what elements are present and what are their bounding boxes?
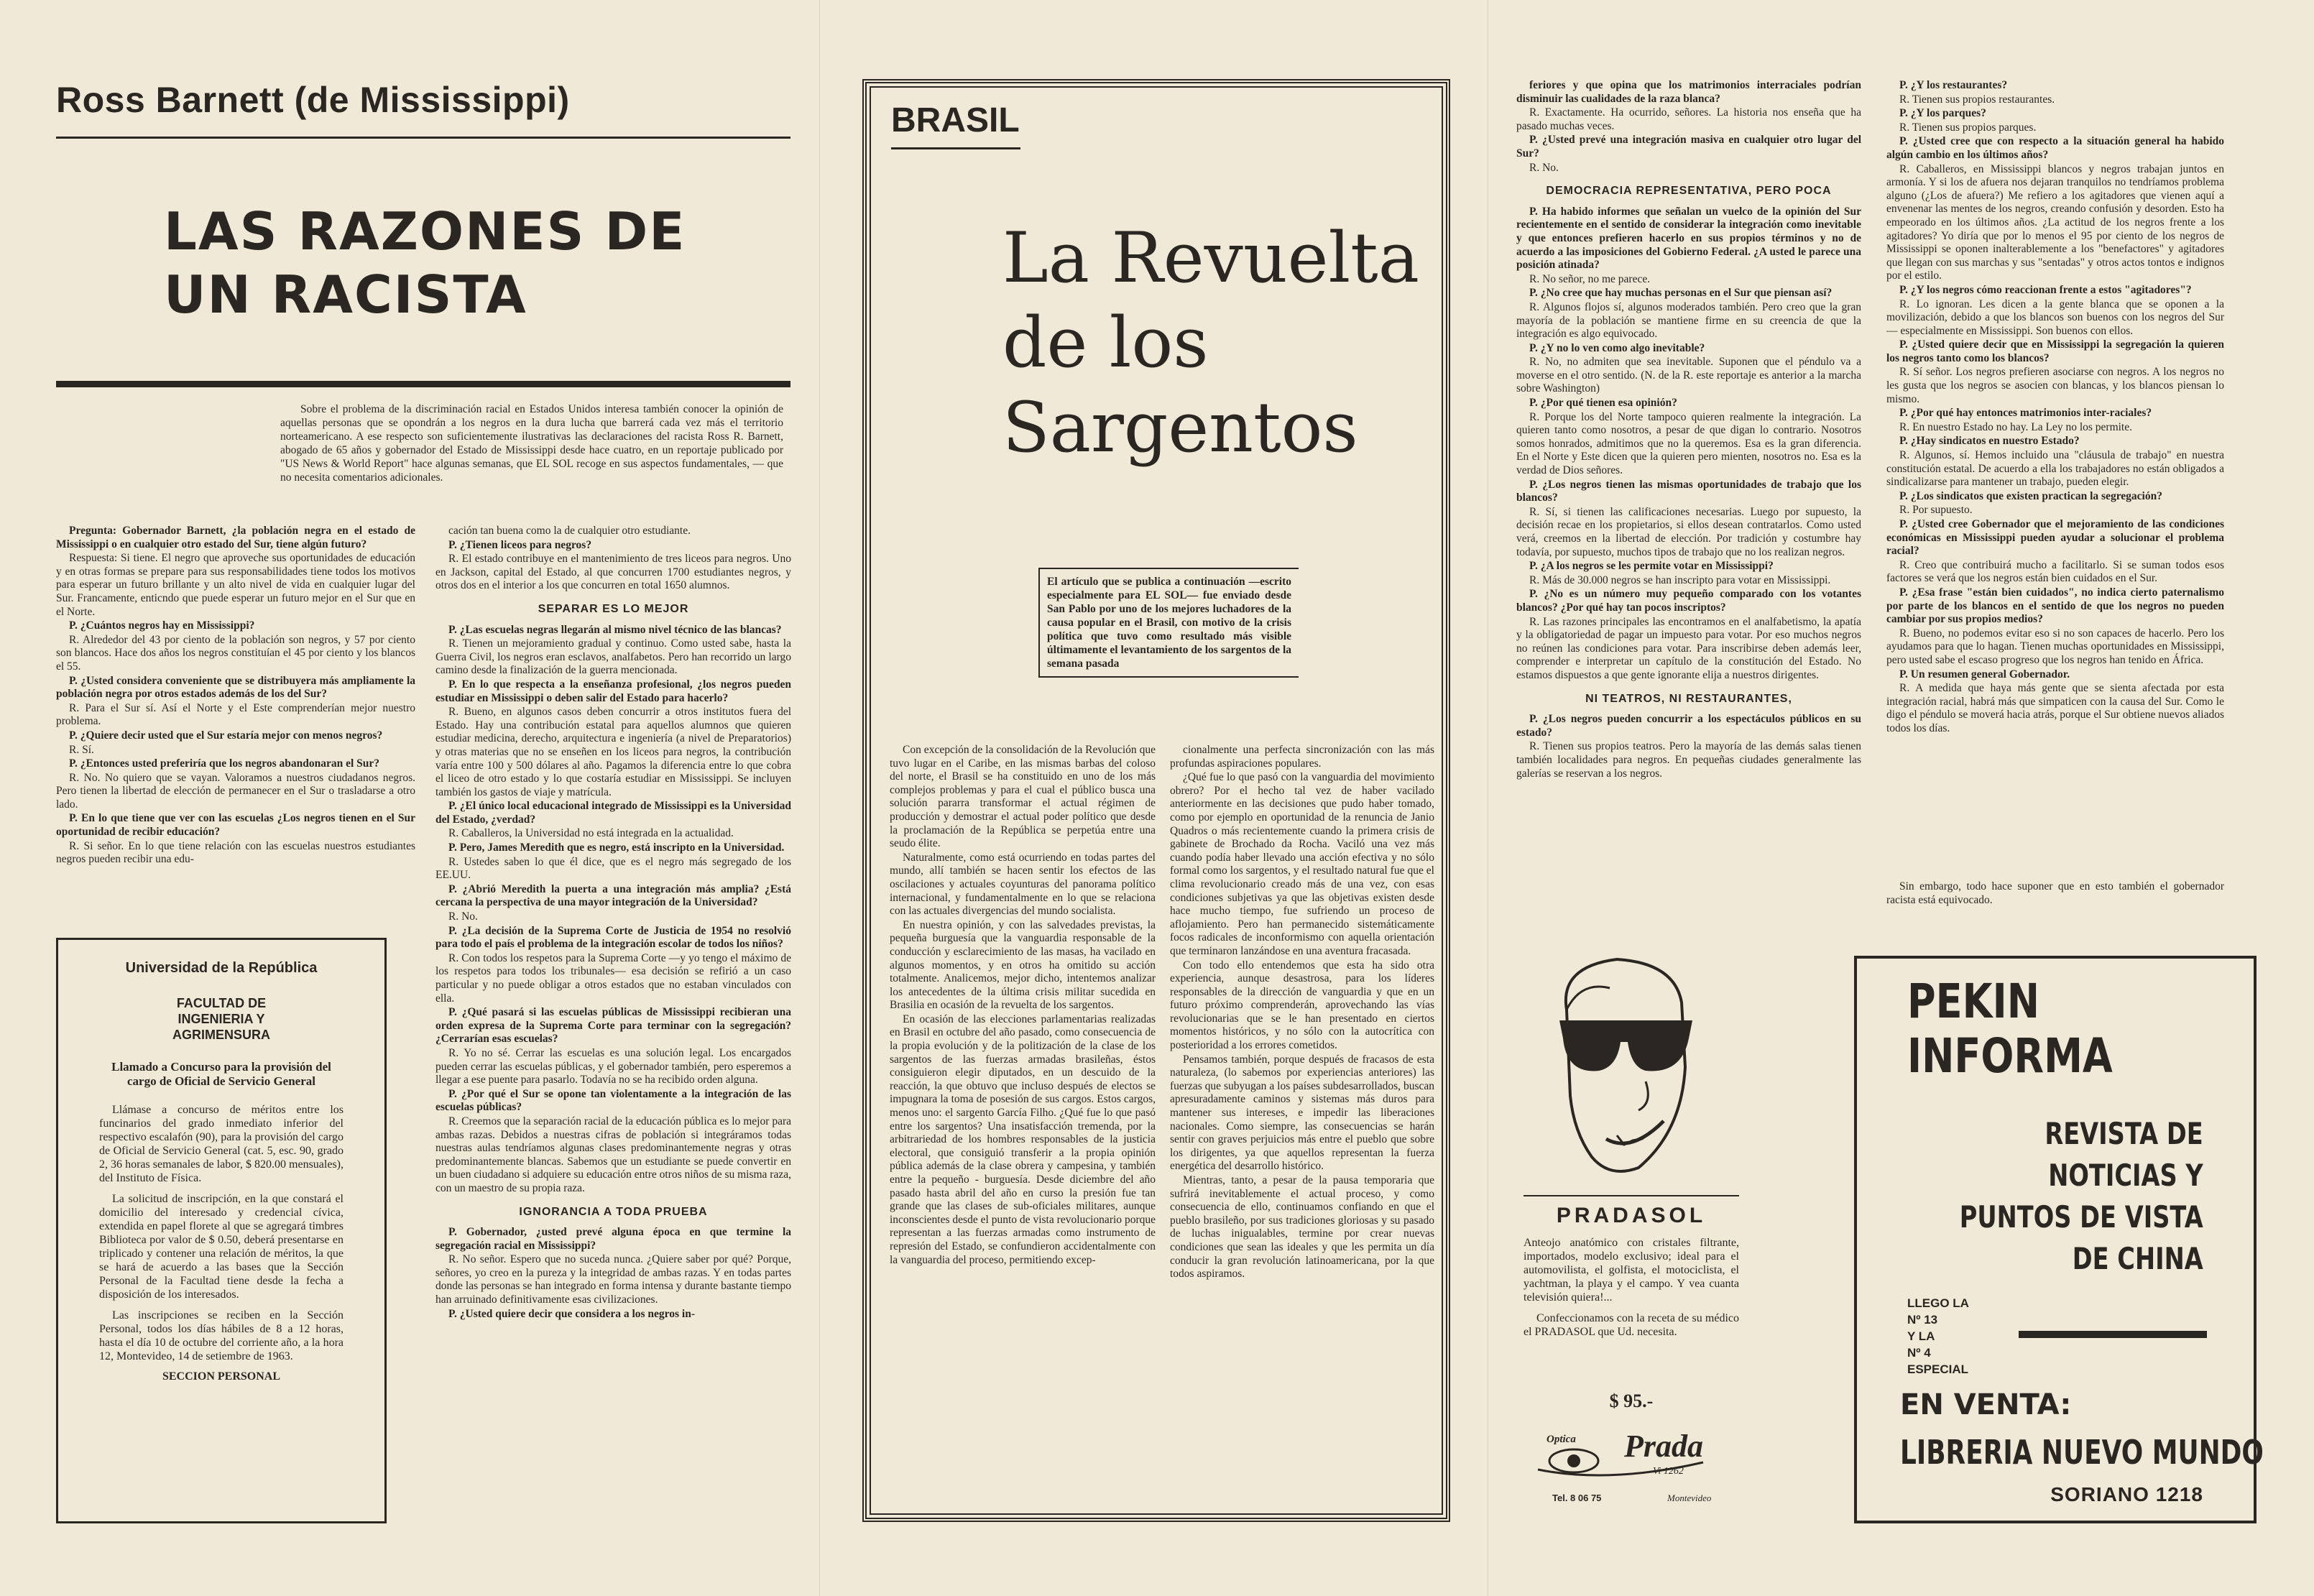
- pekin-sub-1: REVISTA DE: [2045, 1116, 2203, 1151]
- pekin-sub-4: DE CHINA: [2073, 1241, 2203, 1276]
- pekin-llego: [1907, 1295, 1969, 1378]
- question-paragraph: feriores y que opina que los matrimonios interraciales podrían disminuir las cualidades de la raza blanca?: [1516, 79, 1861, 105]
- right-column-1: [1516, 79, 1861, 941]
- text-paragraph: Pensamos también, porque después de fracasos de esta naturaleza, (lo sabemos por experiencias anteriores) las fuerzas que subyugan a los países subdesarrollados, buscan apresuradamente caminos y sistemas más duros para mantener sus intereses, e impedir las liberaciones nacionales. Como siempre, las consecuencias se harán sentir con graves perjuicios más entre el pueblo que sobre los dirigentes, ya que aquellos representan la fuerza energética del desarrollo histórico.: [1170, 1053, 1434, 1173]
- brasil-headline: [1002, 216, 1419, 470]
- question-paragraph: P. En lo que tiene que ver con las escuelas ¿Los negros tienen en el Sur oportunidad de recibir educación?: [56, 812, 415, 839]
- question-paragraph: P. ¿Y no lo ven como algo inevitable?: [1529, 341, 1705, 354]
- question-paragraph: P. ¿Por qué el Sur se opone tan violentamente a la integración de las escuelas públicas?: [435, 1087, 791, 1114]
- text-paragraph: R. Yo no sé. Cerrar las escuelas es una solución legal. Los encargados pueden cerrar las escuelas públicas, y el gobernador también, pero esperemos a llegar a ese puente para pasarlo. Todavía no se ha recibido orden alguna.: [435, 1046, 791, 1087]
- pekin-title-2: INFORMA: [1907, 1028, 2113, 1084]
- section-subheading: SEPARAR ES LO MEJOR: [538, 602, 689, 615]
- question-paragraph: P. ¿Cuántos negros hay en Mississippi?: [69, 619, 255, 632]
- kicker-underline: [56, 137, 790, 139]
- question-paragraph: P. ¿Tienen liceos para negros?: [448, 538, 592, 551]
- university-ad: [56, 938, 387, 1523]
- brasil-section-rule: [891, 147, 1020, 149]
- question-paragraph: P. ¿Usted cree Gobernador que el mejoramiento de las condiciones económicas en Mississippi pueden ayudar a solucionar el problema racial?: [1886, 518, 2224, 558]
- text-paragraph: En nuestra opinión, y con las salvedades previstas, la pequeña burguesía que la vanguardia responsable de la conducción y esclarecimiento de las masas, ha vacilado en algunos momentos, y en otros ha omitido su acción totalmente. Analicemos, mejor dicho, intentemos analizar los antecedentes de la última crisis militar sucedida en Brasilia en ocasión de la revuelta de los sargentos.: [890, 918, 1156, 1012]
- pradasol-text: [1524, 1236, 1739, 1346]
- text-paragraph: R. No.: [1529, 161, 1559, 174]
- text-paragraph: R. Sí, si tienen las calificaciones necesarias. Luego por supuesto, la decisión recae en los propietarios, si ellos desean contratarlos. Como usted verá, creemos en la libertad de elección. Por tradición y costumbre hay todavía, por supuesto, muchos tipos de trabajo que no los realizan negros.: [1516, 505, 1861, 558]
- text-paragraph: R. No señor, no me parece.: [1529, 272, 1651, 285]
- pekin-subtitle: [1960, 1113, 2203, 1280]
- text-paragraph: R. Si señor. En lo que tiene relación con las escuelas nuestros estudiantes negros pueden recibir una edu-: [56, 839, 415, 866]
- brasil-column-2: [1170, 744, 1434, 1462]
- left-headline-line2: UN RACISTA: [164, 264, 527, 325]
- text-paragraph: R. Algunos, sí. Hemos incluido una "cláusula de trabajo" en nuestra constitución estatal. De acuerdo a ella los trabajadores no están obligados a sindicalizarse para mantener un trabajo, pueden elegir.: [1886, 449, 2224, 489]
- univ-signature: SECCION PERSONAL: [162, 1370, 281, 1383]
- question-paragraph: P. ¿Esa frase "están bien cuidados", no indica cierto paternalismo por parte de los blancos en el sentido de que los negros no pueden cambiar por sus propios medios?: [1886, 586, 2224, 626]
- univ-title: Universidad de la República: [125, 960, 318, 976]
- question-paragraph: P. ¿Los negros pueden concurrir a los espectáculos públicos en su estado?: [1516, 713, 1861, 739]
- question-paragraph: P. ¿Usted quiere decir que considera a los negros in-: [448, 1307, 696, 1320]
- pradasol-rule: [1524, 1195, 1739, 1196]
- brasil-intro: El artículo que se publica a continuación —escrito especialmente para EL SOL— fue enviado desde San Pablo por uno de los mejores luchadores de la causa popular en el Brasil, con motivo de la crisis política que tuvo como resultado más visible últimamente el levantamiento de los sargentos de la semana pasada: [1047, 576, 1291, 670]
- text-paragraph: R. Algunos flojos sí, algunos moderados también. Pero creo que la gran mayoría de la población se mantiene firme en su creencia de que la integración es algo equivocado.: [1516, 300, 1861, 341]
- text-paragraph: R. Con todos los respetos para la Suprema Corte —y yo tengo el máximo de los respetos para todos los tribunales— esa decisión se refirió a un caso particular y no puede obligar a otros estados que no estaban vinculados con ella.: [435, 951, 791, 1005]
- text-paragraph: R. A medida que haya más gente que se sienta afectada por esta integración racial, habrá más que simpaticen con la causa del Sur. Como le digo el péndulo se moverá hacia atrás, porque el Sur obtiene nuevos aliados todos los días.: [1886, 682, 2224, 734]
- question-paragraph: P. ¿No cree que hay muchas personas en el Sur que piensan así?: [1529, 287, 1833, 300]
- text-paragraph: R. Porque los del Norte tampoco quieren realmente la integración. La quieren tanto como nosotros, a pesar de que digan lo contrario. Nosotros somos honrados, admitimos que no la queremos. Esa es la gran diferencia. En el Norte y Este dicen que la quieren pero mienten, nosotros no. Esa es la verdad de Dios señores.: [1516, 410, 1861, 477]
- closing-note: Sin embargo, todo hace suponer que en esto también el gobernador racista está equivocado.: [1886, 880, 2224, 906]
- question-paragraph: P. ¿Abrió Meredith la puerta a una integración más amplia? ¿Está cercana la perspectiva de una mayor integración de la Universidad?: [435, 882, 791, 909]
- text-paragraph: R. Caballeros, en Mississippi blancos y negros trabajan juntos en armonía. Y si los de afuera nos dejaran tranquilos no tendríamos problema alguno (¿Los de afuera?) Me refiero a los agitadores que vienen aquí a envenenar las mentes de los negros, creando confusión y desorden. Esto ha empeorado en los últimos años. ¿La actitud de los negros frente a los agitadores? Yo diría que por lo menos el 95 por ciento de los negros de Mississippi se oponen inalterablemente a los "benefactores" y agitadores que llegan con sus marchas y sus "sentadas" y otros actos tontos e indignos por el estilo.: [1886, 162, 2224, 282]
- question-paragraph: P. ¿No es un número muy pequeño comparado con los votantes blancos? ¿Por qué hay tan pocos inscriptos?: [1516, 588, 1861, 614]
- prada-address: Vi 1262: [1653, 1466, 1684, 1477]
- text-paragraph: Respuesta: Si tiene. El negro que aproveche sus oportunidades de educación y en otras formas se prepare para sus responsabilidades tiene todos los motivos para esperar un futuro brillante y un alto nivel de vida en cualquier lugar del Sur. Francamente, enticndo que puede esperar un futuro mejor en el Sur que en el Norte.: [56, 552, 415, 618]
- face-with-sunglasses-illustration: [1538, 952, 1718, 1182]
- left-kicker: Ross Barnett (de Mississippi): [56, 80, 570, 120]
- section-subheading: DEMOCRACIA REPRESENTATIVA, PERO POCA: [1546, 185, 1832, 198]
- text-paragraph: R. Sí.: [69, 743, 94, 756]
- left-headline-line1: LAS RAZONES DE: [164, 201, 686, 262]
- question-paragraph: P. ¿Por qué tienen esa opinión?: [1529, 397, 1677, 410]
- question-paragraph: P. ¿Los negros tienen las mismas oportunidades de trabajo que los blancos?: [1516, 478, 1861, 504]
- pekin-store: LIBRERIA NUEVO MUNDO: [1900, 1433, 2264, 1472]
- univ-body-1: Llámase a concurso de méritos entre los funcinarios del grado inmediato inferior del respectivo escalafón (90), para la provisión del cargo de Oficial de Servicio General (cat. 5, esc. 90, grado 2, 36 horas semanales de labor, $ 820.00 mensuales), del Instituto de Física.: [99, 1104, 344, 1184]
- pekin-rule: [2019, 1331, 2207, 1338]
- question-paragraph: P. Gobernador, ¿usted prevé alguna época en que termine la segregación racial en Mississippi?: [435, 1226, 791, 1252]
- question-paragraph: P. En lo que respecta a la enseñanza profesional, ¿los negros pueden estudiar en Mississippi o deben salir del Estado para hacerlo?: [435, 678, 791, 704]
- question-paragraph: P. ¿Los sindicatos que existen practican la segregación?: [1899, 489, 2162, 502]
- question-paragraph: P. ¿Qué pasará si las escuelas públicas de Mississippi recibieran una orden expresa de la Suprema Corte para terminar con la segregación? ¿Cerrarían esas escuelas?: [435, 1006, 791, 1046]
- pekin-llego-1: LLEGO LA: [1907, 1296, 1969, 1310]
- text-paragraph: R. Por supuesto.: [1899, 504, 1973, 517]
- question-paragraph: P. Pero, James Meredith que es negro, está inscripto en la Universidad.: [448, 841, 785, 854]
- univ-body-3: Las inscripciones se reciben en la Sección Personal, todos los días hábiles de 8 a 12 horas, hasta el día 10 de octubre del corriente año, a la hora 12, Montevideo, 14 de setiembre de 1963.: [99, 1309, 344, 1362]
- left-column-2: [435, 525, 791, 1527]
- text-paragraph: R. Bueno, en algunos casos deben concurrir a otros institutos fuera del Estado. Hay una contribución estatal para aquellos alumnos que quieren estudiar medicina, derecho, arquitectura e ingeniería (a nivel de Preparatorios) y otras materias que no se enseñen en los liceos para negros, la contribución varía entre 100 y 500 dólares al año. Pagamos la diferencia entre lo que cobra el liceo de otro estado y lo que costaría estudiar en Mississippi. Se incluyen también los gastos de viaje y matrícula.: [435, 706, 791, 798]
- right-column-2: [1886, 79, 2224, 866]
- question-paragraph: P. Ha habido informes que señalan un vuelco de la opinión del Sur recientemente en el sentido de considerar la integración como inevitable y que entonces prefieren hacerlo en sus propios términos y no de acuerdo a las imposiciones del Gobierno Federal. ¿A usted le parece una posición atinada?: [1516, 205, 1861, 272]
- text-paragraph: R. Creo que contribuirá mucho a facilitarlo. Si se suman todos esos factores se verá que los negros están bien cuidados en el Sur.: [1886, 558, 2224, 585]
- question-paragraph: P. ¿Y los parques?: [1899, 107, 1986, 120]
- question-paragraph: P. ¿Entonces usted preferiría que los negros abandonaran el Sur?: [69, 757, 380, 770]
- question-paragraph: P. ¿Usted quiere decir que en Mississippi la segregación la quieren los negros tanto como los blancos?: [1886, 338, 2224, 364]
- brasil-headline-line1: La Revuelta: [1002, 218, 1419, 298]
- brasil-intro-box: [1038, 568, 1299, 678]
- text-paragraph: R. Alrededor del 43 por ciento de la población son negros, y 57 por ciento son blancos. Hace dos años los negros constituían el 45 por ciento y los blancos el 55.: [56, 633, 415, 673]
- text-paragraph: R. No, no admiten que sea inevitable. Suponen que el péndulo va a moverse en el otro sentido. (N. de la R. este reportaje es anterior a la marcha sobre Washington): [1516, 356, 1861, 395]
- left-headline: [164, 200, 686, 326]
- text-paragraph: R. No. No quiero que se vayan. Valoramos a nuestros ciudadanos negros. Pero tienen la libertad de elección de permanecer en el Sur o trasladarse a otro lado.: [56, 771, 415, 811]
- question-paragraph: P. ¿Usted considera conveniente que se distribuyera más ampliamente la población negra por otros estados además de los del Sur?: [56, 674, 415, 701]
- text-paragraph: R. El estado contribuye en el mantenimiento de tres liceos para negros. Uno en Jackson, capital del Estado, al que concurren 1700 estudiantes negros, y otros dos en el interior a los que concurren en total 1650 alumnos.: [435, 553, 791, 592]
- question-paragraph: P. ¿Quiere decir usted que el Sur estaría mejor con menos negros?: [69, 729, 383, 742]
- univ-call: Llamado a Concurso para la provisión del cargo de Oficial de Servicio General: [111, 1060, 331, 1088]
- univ-body: [99, 1103, 344, 1363]
- text-paragraph: Con excepción de la consolidación de la Revolución que tuvo lugar en el Caribe, en las mismas barbas del coloso del norte, el Brasil se ha constituido en uno de los más complejos problemas y para el cual el público busca una solución pararra transformar el actual régimen de producción y demostrar el actual poder político que desde la proclamación de la República se perpetúa entre una seudo élite.: [890, 744, 1156, 850]
- question-paragraph: Pregunta: Gobernador Barnett, ¿la población negra en el estado de Mississippi o en cualquier otro estado del Sur, tiene algún futuro?: [56, 525, 415, 550]
- question-paragraph: P. ¿Y los restaurantes?: [1899, 79, 2008, 91]
- pekin-title: [1907, 974, 2113, 1084]
- question-paragraph: P. ¿Las escuelas negras llegarán al mismo nivel técnico de las blancas?: [448, 623, 782, 636]
- text-paragraph: Naturalmente, como está ocurriendo en todas partes del mundo, allí también se hacen sentir los efectos de las oscilaciones y actuales coyunturas del panorama político internacional, y fundamentalmente en lo que se relaciona con las actuales divergencias del mundo socialista.: [890, 851, 1156, 918]
- question-paragraph: P. ¿Hay sindicatos en nuestro Estado?: [1899, 435, 2080, 448]
- prada-phone: Tel. 8 06 75: [1552, 1493, 1602, 1503]
- left-intro: Sobre el problema de la discriminación racial en Estados Unidos interesa también conocer la opinión de aquellas personas que se opondrán a los negros en la dura lucha que barrerá cada vez más el territorio norteamericano. A ese respecto son suficientemente ilustrativas las declaraciones del racista Ross R. Barnett, abogado de 65 años y gobernador del Estado de Mississippi desde hace cuatro, en un reportaje publicado por "US News & World Report" hace algunas semanas, que EL SOL recoge en sus aspectos fundamentales, — que no necesita comentarios adicionales.: [280, 403, 783, 484]
- text-paragraph: cionalmente una perfecta sincronización con las más profundas aspiraciones populares.: [1170, 744, 1434, 770]
- text-paragraph: R. Tienen un mejoramiento gradual y continuo. Como usted sabe, hasta la Guerra Civil, los negros eran esclavos, analfabetos. Pero han recorrido un largo camino desde la finalización de la guerra mencionada.: [435, 637, 791, 677]
- text-paragraph: R. Caballeros, la Universidad no está integrada en la actualidad.: [448, 827, 734, 840]
- pekin-sub-3: PUNTOS DE VISTA: [1960, 1199, 2203, 1235]
- prada-store: Prada: [1624, 1429, 1703, 1464]
- univ-faculty: FACULTAD DE INGENIERIA Y AGRIMENSURA: [172, 996, 270, 1042]
- text-paragraph: R. Lo ignoran. Les dicen a la gente blanca que se oponen a la movilización, debido a que los blancos son buenos con los negros del Sur — especialmente en Mississippi. Son buenos con ellos.: [1886, 297, 2224, 337]
- text-paragraph: R. Más de 30.000 negros se han inscripto para votar en Mississippi.: [1529, 573, 1831, 586]
- question-paragraph: P. ¿Por qué hay entonces matrimonios inter-raciales?: [1899, 407, 2152, 420]
- pekin-address: SORIANO 1218: [2050, 1483, 2203, 1505]
- univ-body-2: La solicitud de inscripción, en la que constará el domicilio del interesado y credencial cívica, extendida en papel florete al que se agregará timbres Biblioteca por valor de $ 0.50, deberá presentarse en triplicado y contener una relación de méritos, la que se hará de acuerdo a las bases que la Sección Personal de la Facultad tiene desde la fecha a disposición de los interesados.: [99, 1193, 344, 1301]
- text-paragraph: cación tan buena como la de cualquier otro estudiante.: [448, 525, 691, 537]
- pradasol-brand: PRADASOL: [1556, 1204, 1707, 1227]
- section-subheading: IGNORANCIA A TODA PRUEBA: [519, 1205, 708, 1218]
- text-paragraph: R. Ustedes saben lo que él dice, que es el negro más segregado de los EE.UU.: [435, 855, 791, 882]
- text-paragraph: R. Para el Sur sí. Así el Norte y el Este comprenderían mejor nuestro problema.: [56, 701, 415, 728]
- headline-rule: [56, 381, 790, 387]
- text-paragraph: R. En nuestro Estado no hay. La Ley no los permite.: [1899, 420, 2132, 433]
- pekin-venta: EN VENTA:: [1900, 1388, 2072, 1421]
- pekin-llego-5: ESPECIAL: [1907, 1362, 1969, 1376]
- pekin-llego-4: Nº 4: [1907, 1346, 1931, 1360]
- optica-label: Optica: [1546, 1434, 1576, 1445]
- pradasol-text-2: Confeccionamos con la receta de su médico el PRADASOL que Ud. necesita.: [1524, 1312, 1739, 1338]
- prada-city: Montevideo: [1667, 1493, 1712, 1503]
- text-paragraph: R. Tienen sus propios restaurantes.: [1899, 93, 2055, 106]
- pekin-title-1: PEKIN: [1907, 974, 2040, 1029]
- question-paragraph: P. ¿Usted cree que con respecto a la situación general ha habido algún cambio en los últimos años?: [1886, 135, 2224, 161]
- question-paragraph: P. ¿El único local educacional integrado de Mississippi es la Universidad del Estado, ¿verdad?: [435, 800, 791, 826]
- question-paragraph: P. ¿La decisión de la Suprema Corte de Justicia de 1954 no resolvió para todo el país el problema de la integración escolar de todos los niños?: [435, 924, 791, 951]
- pekin-sub-2: NOTICIAS Y: [2048, 1158, 2203, 1193]
- brasil-section: BRASIL: [891, 101, 1020, 139]
- pekin-llego-3: Y LA: [1907, 1329, 1935, 1343]
- text-paragraph: Con todo ello entendemos que esta ha sido otra experiencia, aunque desastrosa, para los líderes responsables de la dirección de vanguardia y que en un futuro próximo comprenderán, aprovechando las vías revolucionarias que se le han presentado en ciertos momentos históricos, y no sólo con la autocrítica con posterioridad a los errores cometidos.: [1170, 959, 1434, 1052]
- pekin-llego-2: Nº 13: [1907, 1313, 1938, 1327]
- pradasol-price: $ 95.-: [1609, 1390, 1654, 1411]
- text-paragraph: R. Tienen sus propios parques.: [1899, 121, 2037, 134]
- page-fold: [819, 0, 820, 1596]
- brasil-headline-line3: Sargentos: [1002, 387, 1358, 468]
- brasil-column-1: [890, 744, 1156, 1513]
- text-paragraph: En ocasión de las elecciones parlamentarias realizadas en Brasil en octubre del año pasado, como consecuencia de la propia evolución y de la politización de la clase de los sargentos de las fuerzas armadas brasileñas, éstos consiguieron elegir diputados, en un descuido de la reacción, la que obtuvo que incluso después de electos se impugnara la toma de posesión de sus cargos. Estos cargos, menos uno: el sargento García Filho. ¿Qué fue lo que pasó entre los sargentos? Una insatisfacción tremenda, por la arbitrariedad de los hombres responsables de la justicia electoral, que consiguió transferir a la propia opinión pública además de la clase obrera y campesina, y también entre la pequeño - burguesía. Desde diciembre del año pasado hasta abril del año en curso la presión fue tan grande que las clases de sub-oficiales militares, aunque inconscientes desde el punto de vista revolucionario porque representan a las fuerzas armadas como instrumento de represión del Estado, se confundieron accidentalmente con la vanguardia del proceso, permitiendo excep-: [890, 1013, 1156, 1266]
- text-paragraph: R. Las razones principales las encontramos en el analfabetismo, la apatía y la obligatoriedad de pagar un impuesto para votar. Por eso muchos negros no reúnen las condiciones para votar. Para inscribirse deben además leer, comprender e interpretar un capítulo de la constitución del Estado. No estamos dispuestos a que gente ignorante elija a nuestros dirigentes.: [1516, 615, 1861, 681]
- text-paragraph: ¿Qué fue lo que pasó con la vanguardia del movimiento obrero? Por el hecho tal vez de haber vacilado anteriormente en las decisiones que pudo haber tomado, como por ejemplo en oportunidad de la renuncia de Janio Quadros o más recientemente cuando la primera crisis de gabinete de Brochado da Rocha. Vaciló una vez más cuando podía haber llevado una acción efectiva y no sólo formal como los sargentos, y el resultado natural fue que el clima revolucionario creado más de una vez, con esas condiciones subjetivas ya que las objetivas existen desde hace mucho tiempo, fue sufriendo un proceso de aflojamiento. Pero han permanecido sistemáticamente focos radicales de inconformismo con aquella orientación que terminaron lanzándose en una aventura fracasada.: [1170, 771, 1434, 957]
- text-paragraph: R. No señor. Espero que no suceda nunca. ¿Quiere saber por qué? Porque, señores, yo creo en la pureza y la integridad de ambas razas. Y en todas partes donde las personas se han integrado en forma intensa y durante bastante tiempo han arruinado definitivamente esas civilizaciones.: [435, 1253, 791, 1306]
- text-paragraph: R. Sí señor. Los negros prefieren asociarse con negros. A los negros no les gusta que los negros se asocien con blancas, y los blancos piensan lo mismo.: [1886, 366, 2224, 405]
- text-paragraph: R. Creemos que la separación racial de la educación pública es lo mejor para ambas razas. Debidos a nuestras cifras de población si integráramos todas nuestras aulas tendríamos algunas clases predominantemente negras y otras predominantemente blancas. Sabemos que un estudiante se puede convertir en un buen ciudadano si adquiere su educación entre otros niños de su misma raza, con un maestro de su propia raza.: [435, 1115, 791, 1194]
- text-paragraph: Mientras, tanto, a pesar de la pausa temporaria que sufrirá inevitablemente el actual proceso, y como consecuencia de ello, continuamos confiando en que el pueblo brasileño, por sus tradiciones gloriosas y su pasado de luchas inigualables, termine por crear nuevas condiciones que sean las ideales y que les permita un día conducir la gran revolución latinoamericana, por la que todos aspiramos.: [1170, 1174, 1434, 1281]
- text-paragraph: R. Tienen sus propios teatros. Pero la mayoría de las demás salas tienen también localidades para negros. En pequeñas ciudades generalmente las galerías se reservan a los negros.: [1516, 740, 1861, 780]
- brasil-headline-line2: de los: [1002, 303, 1209, 383]
- question-paragraph: P. ¿A los negros se les permite votar en Mississippi?: [1529, 560, 1774, 573]
- pradasol-ad: [1524, 952, 1739, 1523]
- pekin-informa-ad: [1854, 956, 2264, 1523]
- question-paragraph: P. ¿Usted prevé una integración masiva en cualquier otro lugar del Sur?: [1516, 134, 1861, 160]
- section-subheading: NI TEATROS, NI RESTAURANTES,: [1585, 692, 1792, 705]
- pradasol-text-1: Anteojo anatómico con cristales filtrante, importados, modelo exclusivo; ideal para el automovilista, el golfista, el motociclista, el yachtman, la playa y el campo. Y vea cuanta televisión quiera!...: [1524, 1237, 1739, 1304]
- left-column-1: [56, 525, 415, 927]
- question-paragraph: P. ¿Y los negros cómo reaccionan frente a estos "agitadores"?: [1899, 283, 2192, 296]
- text-paragraph: R. Exactamente. Ha ocurrido, señores. La historia nos enseña que ha pasado muchas veces.: [1516, 106, 1861, 132]
- text-paragraph: R. Bueno, no podemos evitar eso si no son capaces de hacerlo. Pero los ayudamos para que lo hagan. Tienen muchas oportunidades en Mississippi, pero usted sabe el escaso progreso que los negros han tenido en África.: [1886, 627, 2224, 666]
- question-paragraph: P. Un resumen general Gobernador.: [1899, 668, 2070, 681]
- text-paragraph: R. No.: [448, 910, 478, 923]
